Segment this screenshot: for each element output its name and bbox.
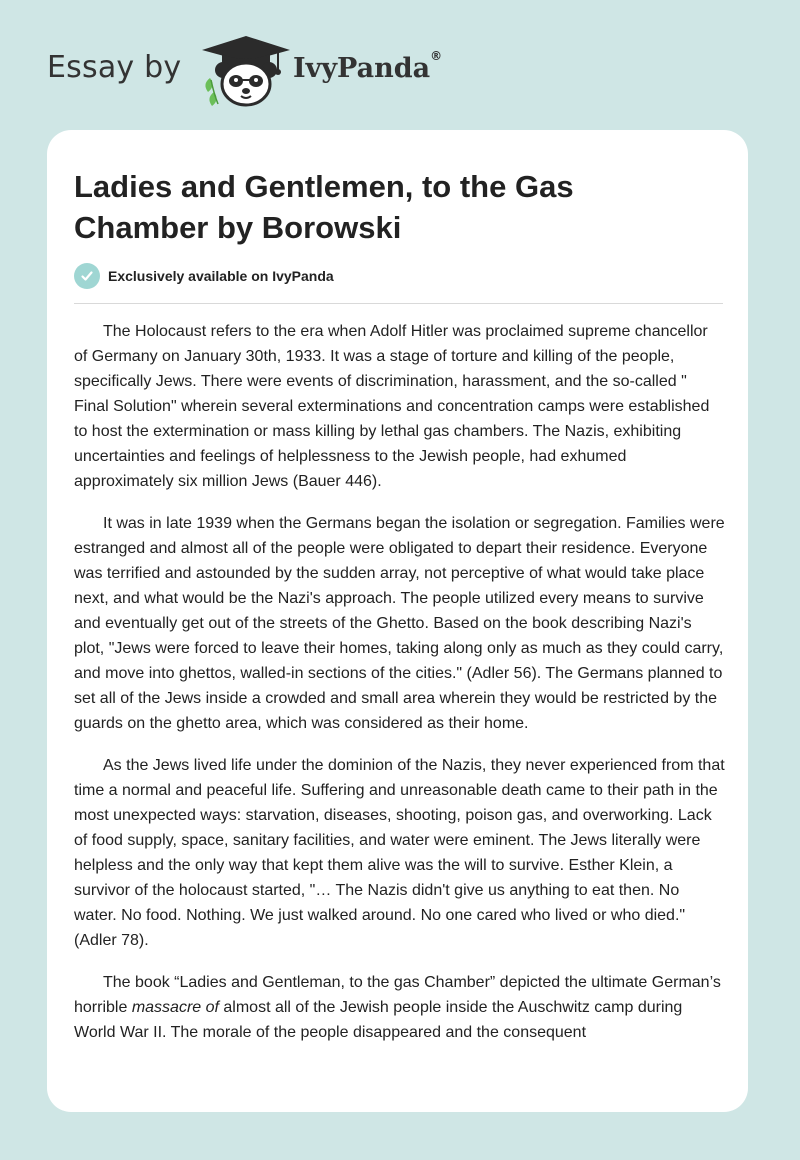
divider <box>74 303 723 304</box>
essay-by-label: Essay by <box>47 50 182 85</box>
page-title: Ladies and Gentlemen, to the Gas Chamber by Borowski <box>74 169 574 245</box>
paragraph-text: The book “Ladies and Gentleman, to the gas Chamber” depicted the ultimate German’s horrible <box>74 974 721 1016</box>
paragraph: It was in late 1939 when the Germans began the isolation or segregation. Families were estranged and almost all of the people were obligated to depart their residence. Everyone was terrified and astounded by the sudden array, not perceptive of what would take place next, and what would be the Nazi's approach. The people utilized every means to survive and eventually get out of the streets of the Ghetto. Based on the book describing Nazi's plot, "Jews were forced to leave their homes, taking along only as much as they could carry, and move into ghettos, walled-in sections of the cities." (Adler 56). The Germans planned to set all of the Jews inside a crowded and small area wherein they would be restricted by the guards on the ghetto area, which was considered as their home. <box>74 515 725 732</box>
registered-mark: ® <box>430 49 443 63</box>
checkmark-icon <box>74 263 100 289</box>
exclusive-label: Exclusively available on IvyPanda <box>108 268 334 284</box>
essay-card <box>47 130 748 1112</box>
panda-logo-icon[interactable] <box>198 34 294 110</box>
essay-body <box>74 319 725 1062</box>
brand-name[interactable]: IvyPanda® <box>293 49 443 84</box>
paragraph: As the Jews lived life under the dominion of the Nazis, they never experienced from that time a normal and peaceful life. Suffering and unreasonable death came to their path in the most unexpected ways: starvation, diseases, shooting, poison gas, and overworking. Lack of food supply, space, sanitary facilities, and water were eminent. The Jews literally were helpless and the only way that kept them alive was the will to survive. Esther Klein, a survivor of the holocaust started, "… The Nazis didn't give us anything to eat then. No water. No food. Nothing. We just walked around. No one cared who lived or who died." (Adler 78). <box>74 757 725 949</box>
paragraph <box>74 970 725 1045</box>
site-header <box>0 0 800 130</box>
paragraph: The Holocaust refers to the era when Adolf Hitler was proclaimed supreme chancellor of Germany on January 30th, 1933. It was a stage of torture and killing of the people, specifically Jews. There were events of discrimination, harassment, and the so-called " Final Solution" wherein several exterminations and concentration camps were established to host the extermination or mass killing by lethal gas chambers. The Nazis, exhibiting uncertainties and feelings of helplessness to the Jewish people, had exhumed approximately six million Jews (Bauer 446). <box>74 323 710 490</box>
exclusive-badge <box>74 263 334 289</box>
paragraph-emphasis: massacre of <box>131 999 219 1016</box>
paragraph-text: almost all of the Jewish people inside the Auschwitz camp during World War II. The morale of the people disappeared and the consequent <box>74 999 683 1041</box>
